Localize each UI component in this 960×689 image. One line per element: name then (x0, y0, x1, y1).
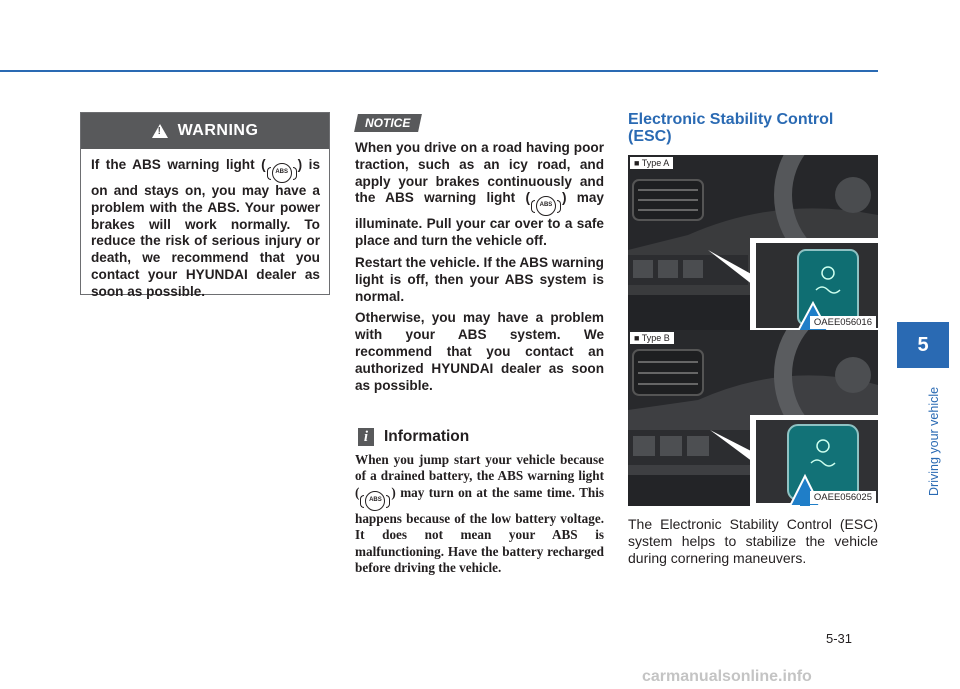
warning-text-part1: If the ABS warning light ( (91, 157, 266, 172)
header-rule (0, 70, 878, 72)
information-text-part1: When you jump start your vehicle because of a drained battery, the ABS warning light ( (355, 452, 604, 500)
warning-title: WARNING (177, 122, 259, 139)
esc-description: The Electronic Stability Control (ESC) system helps to stabilize the vehicle during cornering maneuvers. (628, 516, 878, 566)
chapter-tab: 5 (897, 322, 949, 368)
information-text-part2: ) may turn on at the same time. This happens because of the low battery voltage. It does not mean your ABS is malfunctioning. Have the battery recharged before driving the vehicle. (355, 484, 604, 576)
image-code-a: OAEE056016 (810, 316, 876, 329)
warning-text-part2: ) is on and stays on, you may have a problem with the ABS. Your power brakes will work normally. To reduce the risk of serious injury or death, we recommend that you contact your HYUNDAI dealer as soon as possible. (91, 157, 321, 299)
abs-icon-label: ABS (536, 196, 556, 216)
dashboard-illustration-b (628, 330, 878, 506)
notice-p1-part1: When you drive on a road having poor traction, such as an icy road, and apply your brakes continuously and the ABS warning light ( (355, 140, 604, 206)
page-number: 5-31 (826, 631, 853, 646)
chapter-title-vertical (913, 376, 941, 496)
information-text (355, 452, 604, 576)
esc-button-photo-type-b (628, 330, 878, 506)
notice-label: NOTICE (365, 116, 411, 130)
abs-icon-label: ABS (365, 491, 385, 511)
warning-header (81, 113, 329, 149)
notice-badge (354, 114, 422, 132)
type-a-label: ■ Type A (630, 157, 673, 169)
dashboard-illustration-a (628, 155, 878, 331)
notice-paragraph-3: Otherwise, you may have a problem with your ABS system. We recommend that you contact an authorized HYUNDAI dealer as soon as possible. (355, 310, 604, 393)
notice-paragraph-1 (355, 140, 604, 250)
image-code-b: OAEE056025 (810, 491, 876, 504)
warning-box (80, 112, 330, 299)
info-icon: i (358, 428, 374, 446)
section-title: Electronic Stability Control (ESC) (628, 111, 834, 145)
information-header (358, 428, 469, 446)
abs-warning-icon (530, 190, 562, 216)
abs-warning-icon (266, 157, 298, 183)
abs-warning-icon (359, 485, 391, 511)
footer-watermark: carmanualsonline.info (642, 668, 812, 685)
notice-p1-part2: ) may illuminate. Pull your car over to a safe place and turn the vehicle off. (355, 190, 604, 249)
warning-text (81, 149, 329, 301)
warning-triangle-icon (152, 124, 168, 138)
abs-icon-label: ABS (272, 163, 292, 183)
chapter-title-text: Driving your vehicle (927, 386, 941, 496)
notice-paragraph-2: Restart the vehicle. If the ABS warning light is off, then your ABS system is normal. (355, 254, 604, 304)
type-b-label: ■ Type B (630, 332, 674, 344)
esc-button-photo-type-a (628, 155, 878, 331)
notice-text (355, 140, 604, 399)
information-title: Information (384, 428, 470, 445)
